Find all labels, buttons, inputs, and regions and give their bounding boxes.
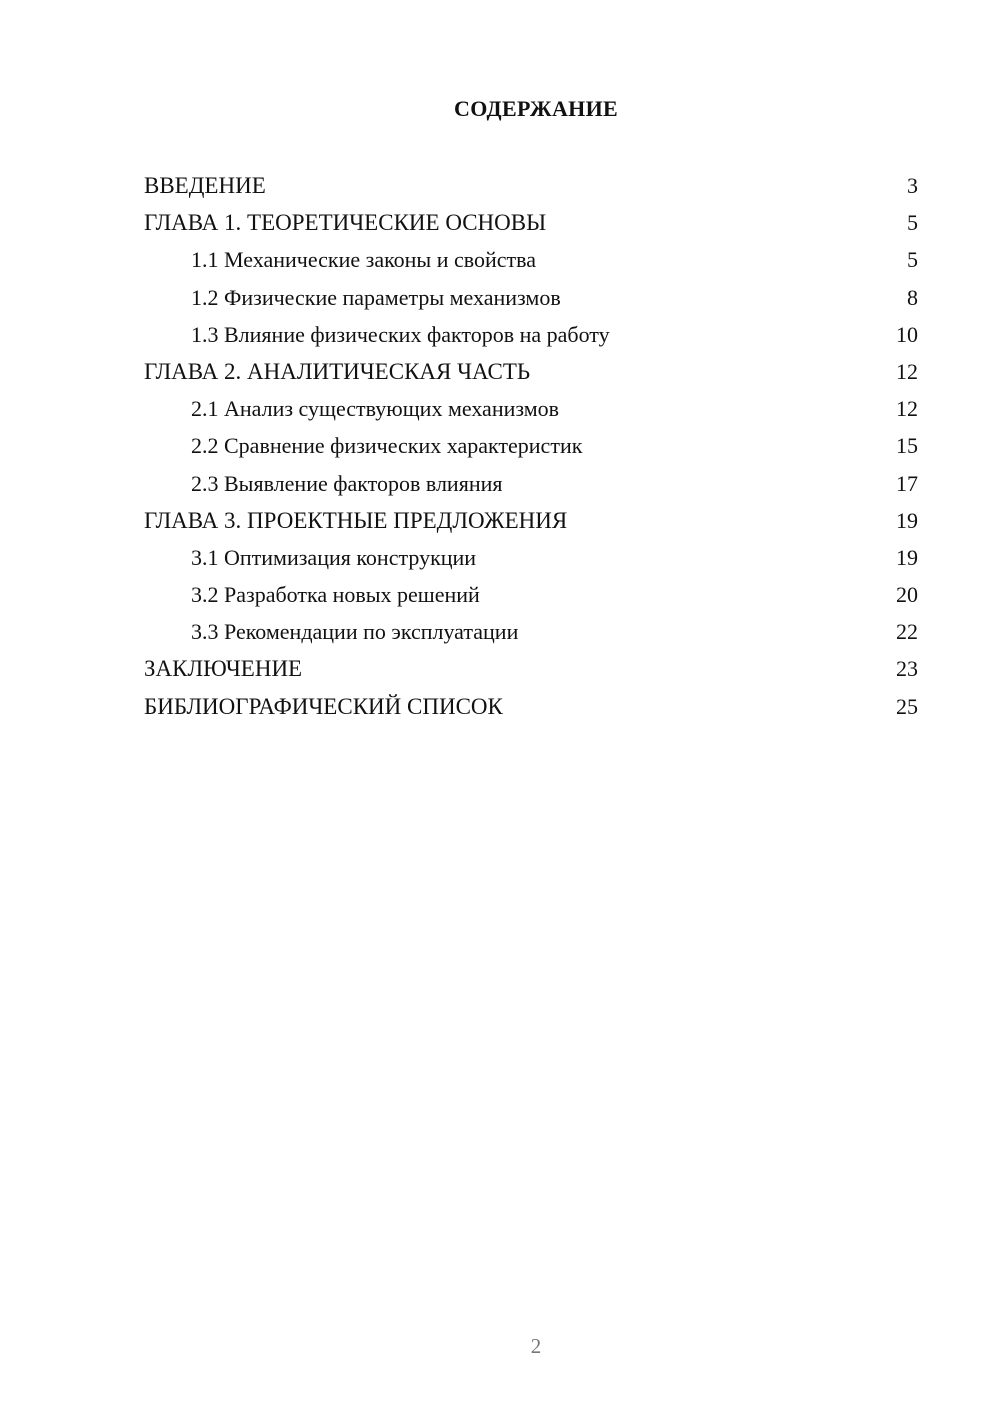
toc-entry-page: 25 (896, 693, 918, 719)
toc-entry-section-1-2[interactable] (144, 279, 918, 316)
toc-entry-section-2-1[interactable] (144, 390, 918, 427)
table-of-contents (144, 167, 918, 725)
toc-entry-page: 8 (907, 284, 918, 310)
toc-entry-section-2-2[interactable] (144, 427, 918, 464)
toc-entry-conclusion[interactable] (144, 650, 918, 687)
toc-entry-page: 5 (907, 210, 918, 236)
toc-entry-page: 22 (896, 619, 918, 645)
toc-entry-title: ГЛАВА 2. АНАЛИТИЧЕСКАЯ ЧАСТЬ (144, 358, 531, 384)
toc-entry-introduction[interactable] (144, 167, 918, 204)
toc-entry-section-3-3[interactable] (144, 613, 918, 650)
toc-entry-page: 15 (896, 433, 918, 459)
toc-entry-chapter-3[interactable] (144, 502, 918, 539)
toc-entry-title: 3.3 Рекомендации по эксплуатации (191, 619, 519, 645)
toc-entry-chapter-1[interactable] (144, 204, 918, 241)
toc-entry-section-2-3[interactable] (144, 465, 918, 502)
toc-entry-title: ВВЕДЕНИЕ (144, 173, 266, 198)
toc-entry-page: 12 (896, 358, 918, 384)
toc-heading: СОДЕРЖАНИЕ (454, 96, 618, 121)
toc-entry-title: ГЛАВА 1. ТЕОРЕТИЧЕСКИЕ ОСНОВЫ (144, 210, 547, 236)
toc-entry-page: 3 (907, 173, 918, 198)
toc-entry-section-3-1[interactable] (144, 539, 918, 576)
toc-entry-title: 2.1 Анализ существующих механизмов (191, 396, 560, 422)
toc-entry-title: 1.1 Механические законы и свойства (191, 247, 537, 273)
toc-entry-chapter-2[interactable] (144, 353, 918, 390)
toc-entry-title: 1.2 Физические параметры механизмов (191, 284, 561, 310)
toc-entry-title: БИБЛИОГРАФИЧЕСКИЙ СПИСОК (144, 693, 503, 719)
toc-entry-title: 1.3 Влияние физических факторов на работу (191, 321, 610, 347)
toc-entry-page: 10 (896, 321, 918, 347)
toc-entry-section-1-3[interactable] (144, 316, 918, 353)
toc-entry-page: 23 (896, 656, 918, 682)
toc-entry-title: 2.3 Выявление факторов влияния (191, 470, 503, 496)
page-number: 2 (530, 1334, 542, 1358)
toc-entry-title: 3.2 Разработка новых решений (191, 582, 480, 608)
toc-entry-page: 17 (896, 470, 918, 496)
toc-entry-title: ГЛАВА 3. ПРОЕКТНЫЕ ПРЕДЛОЖЕНИЯ (144, 507, 568, 533)
toc-entry-title: ЗАКЛЮЧЕНИЕ (144, 656, 303, 682)
toc-entry-page: 19 (896, 544, 918, 570)
toc-entry-title: 2.2 Сравнение физических характеристик (191, 433, 583, 459)
toc-entry-title: 3.1 Оптимизация конструкции (191, 544, 477, 570)
toc-entry-page: 5 (907, 247, 918, 273)
toc-entry-section-3-2[interactable] (144, 576, 918, 613)
toc-entry-bibliography[interactable] (144, 688, 918, 725)
toc-entry-page: 12 (896, 396, 918, 422)
toc-entry-section-1-1[interactable] (144, 241, 918, 278)
toc-entry-page: 19 (896, 507, 918, 533)
toc-entry-page: 20 (896, 582, 918, 608)
